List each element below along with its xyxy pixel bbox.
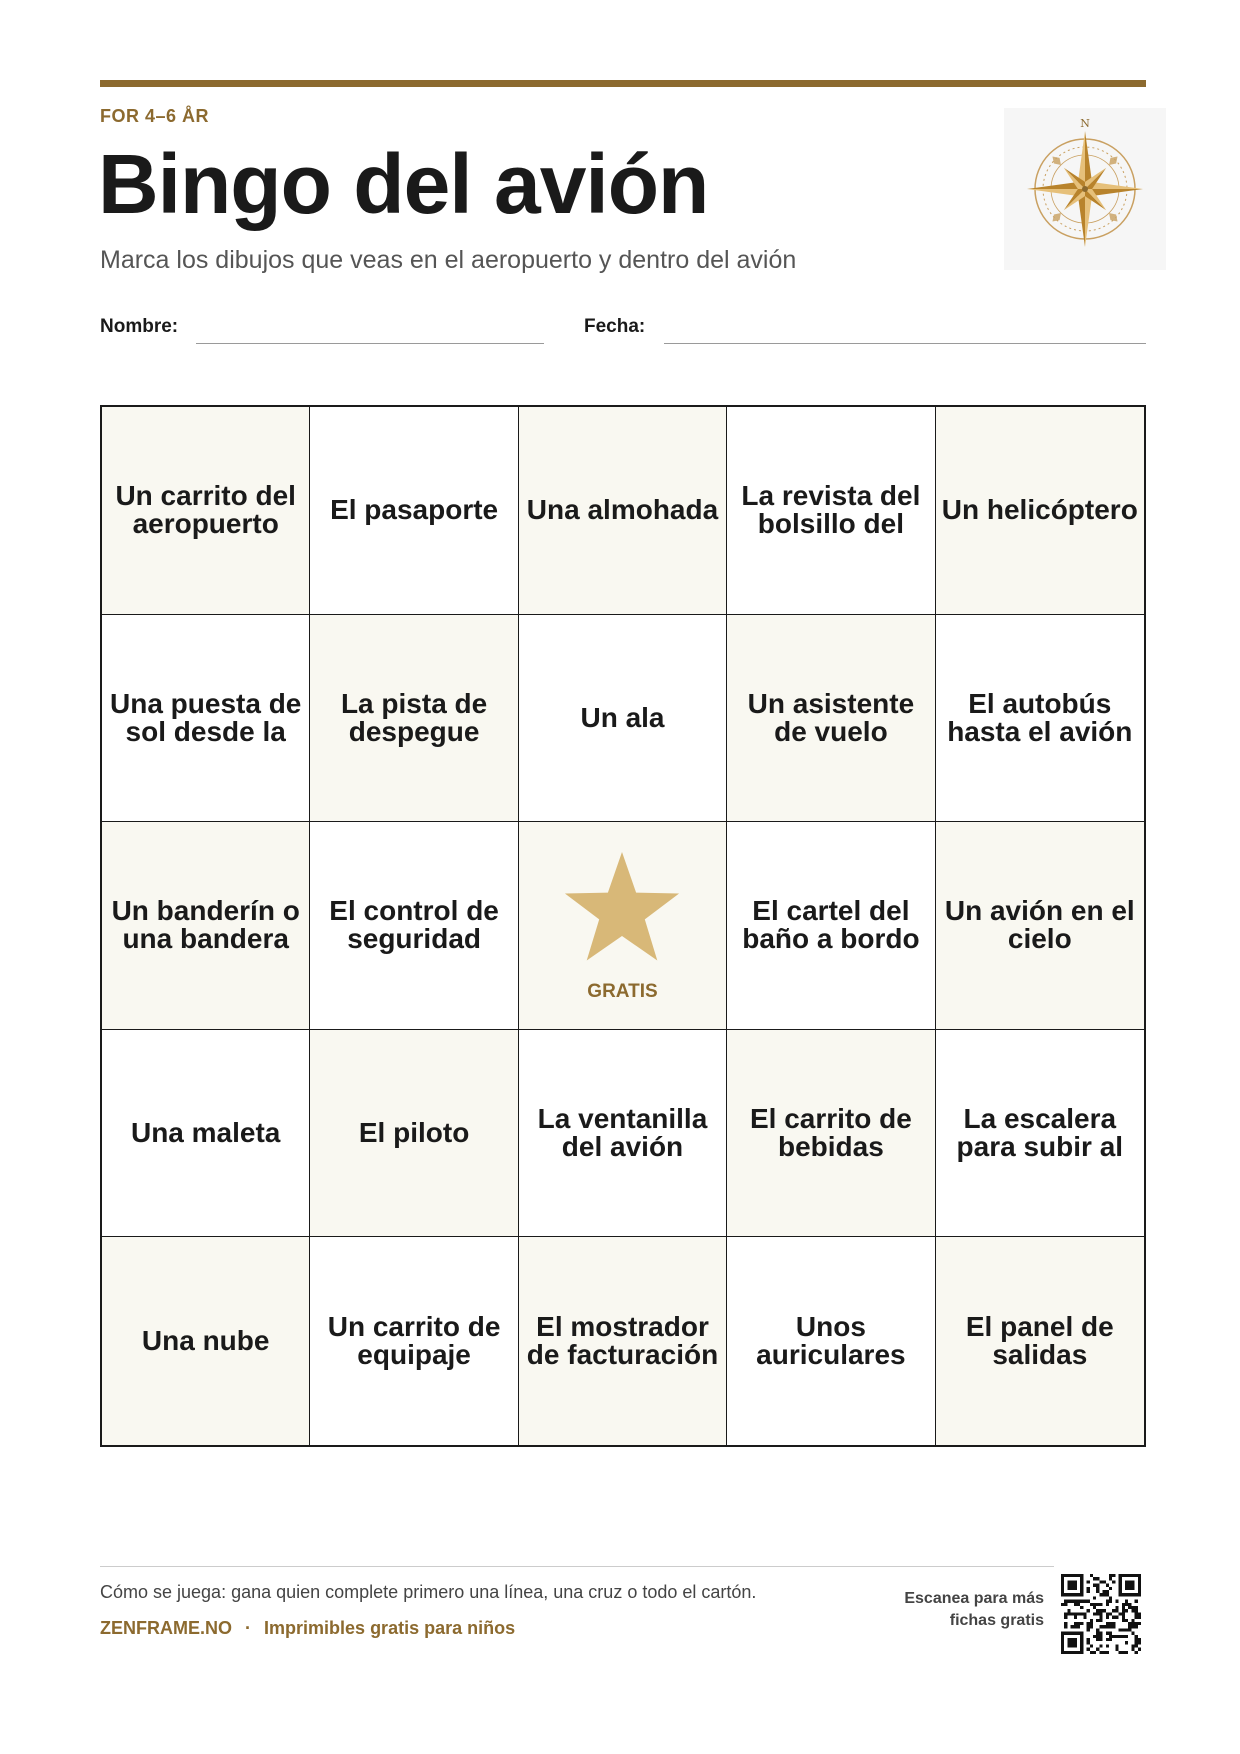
date-field[interactable] bbox=[664, 343, 1146, 344]
bingo-cell[interactable] bbox=[936, 407, 1144, 615]
bingo-cell[interactable] bbox=[310, 1237, 518, 1445]
date-label: Fecha: bbox=[584, 316, 646, 337]
bingo-cell-label: Una almohada bbox=[526, 494, 719, 526]
bingo-grid bbox=[100, 405, 1146, 1447]
bingo-cell-label: El control de seguridad bbox=[329, 895, 499, 955]
bingo-cell-label: El carrito de bebidas bbox=[749, 1103, 912, 1163]
brand-separator: · bbox=[245, 1618, 252, 1638]
bingo-cell-label: La pista de despegue bbox=[340, 687, 488, 747]
brand-name: ZENFRAME.NO bbox=[100, 1618, 232, 1638]
name-field[interactable] bbox=[196, 343, 544, 344]
how-to-play-text: Cómo se juega: gana quien complete primero una línea, una cruz o todo el cartón. bbox=[100, 1582, 757, 1602]
bingo-cell-label: Unos auriculares bbox=[756, 1311, 906, 1371]
bingo-cell[interactable] bbox=[727, 1030, 935, 1238]
bingo-cell-label: Una maleta bbox=[130, 1117, 281, 1149]
bingo-cell[interactable] bbox=[519, 1237, 727, 1445]
bingo-cell-label: Un asistente de vuelo bbox=[747, 687, 915, 747]
bingo-cell[interactable] bbox=[519, 615, 727, 823]
bingo-cell-label: Un ala bbox=[580, 701, 665, 733]
bingo-cell[interactable] bbox=[936, 822, 1144, 1030]
bingo-cell-label: El mostrador de facturación bbox=[526, 1311, 719, 1371]
bingo-cell-label: La revista del bolsillo del bbox=[741, 480, 921, 540]
bingo-cell[interactable] bbox=[519, 1030, 727, 1238]
age-label: FOR 4–6 ÅR bbox=[100, 106, 210, 126]
bingo-cell[interactable] bbox=[936, 615, 1144, 823]
star-icon bbox=[560, 850, 684, 968]
footer-brand bbox=[100, 1618, 515, 1639]
bingo-cell-label: Una nube bbox=[141, 1325, 270, 1357]
bingo-cell[interactable] bbox=[519, 407, 727, 615]
bingo-cell[interactable] bbox=[102, 1030, 310, 1238]
bingo-cell[interactable] bbox=[102, 615, 310, 823]
bingo-cell[interactable] bbox=[310, 615, 518, 823]
bingo-cell[interactable] bbox=[727, 615, 935, 823]
bingo-cell-label: Un carrito del aeropuerto bbox=[115, 480, 296, 540]
bingo-cell-label: Una puesta de sol desde la bbox=[110, 687, 302, 747]
bingo-cell[interactable] bbox=[102, 822, 310, 1030]
page-title: Bingo del avión bbox=[98, 137, 709, 231]
svg-text:N: N bbox=[1080, 117, 1090, 130]
scan-line-1: Escanea para más bbox=[904, 1590, 1044, 1607]
bingo-cell-label: Un avión en el cielo bbox=[944, 895, 1135, 955]
compass-rose-icon bbox=[1004, 108, 1166, 270]
bingo-cell[interactable] bbox=[727, 1237, 935, 1445]
bingo-cell-label: Un carrito de equipaje bbox=[327, 1311, 501, 1371]
bingo-cell[interactable] bbox=[310, 822, 518, 1030]
scan-caption bbox=[880, 1588, 1044, 1633]
bingo-cell[interactable] bbox=[102, 407, 310, 615]
bingo-cell-label: El panel de salidas bbox=[965, 1311, 1114, 1371]
bingo-cell-label: El cartel del baño a bordo bbox=[742, 895, 920, 955]
page-subtitle: Marca los dibujos que veas en el aeropuerto y dentro del avión bbox=[100, 246, 797, 274]
brand-tagline: Imprimibles gratis para niños bbox=[264, 1618, 516, 1638]
footer-divider bbox=[100, 1566, 1054, 1567]
bingo-cell[interactable] bbox=[936, 1237, 1144, 1445]
bingo-cell[interactable] bbox=[936, 1030, 1144, 1238]
bingo-cell-label: La ventanilla del avión bbox=[537, 1103, 708, 1163]
bingo-cell-free[interactable] bbox=[519, 822, 727, 1030]
bingo-cell-label: La escalera para subir al bbox=[956, 1103, 1124, 1163]
bingo-cell[interactable] bbox=[102, 1237, 310, 1445]
bingo-cell-label: El piloto bbox=[358, 1117, 470, 1149]
free-space-label: GRATIS bbox=[587, 980, 658, 1002]
bingo-cell-label: El pasaporte bbox=[330, 494, 499, 526]
bingo-cell[interactable] bbox=[310, 407, 518, 615]
top-rule bbox=[100, 80, 1146, 87]
bingo-cell-label: Un banderín o una bandera bbox=[111, 895, 300, 955]
bingo-cell[interactable] bbox=[727, 822, 935, 1030]
qr-code-icon[interactable] bbox=[1061, 1574, 1141, 1654]
scan-line-2: fichas gratis bbox=[949, 1612, 1044, 1630]
bingo-cell[interactable] bbox=[727, 407, 935, 615]
name-label: Nombre: bbox=[100, 316, 179, 337]
bingo-cell-label: Un helicóptero bbox=[941, 494, 1138, 526]
bingo-cell[interactable] bbox=[310, 1030, 518, 1238]
bingo-cell-label: El autobús hasta el avión bbox=[947, 687, 1133, 747]
